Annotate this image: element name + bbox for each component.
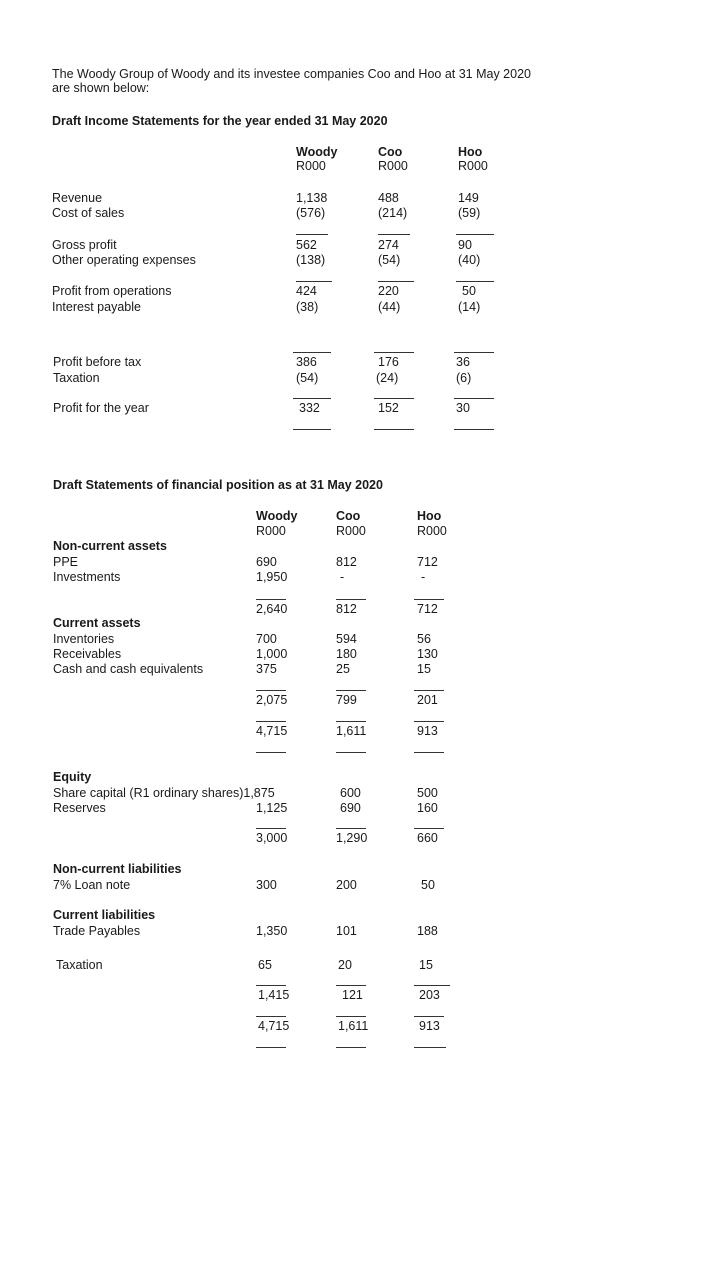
taxation-label: Taxation: [53, 371, 100, 385]
total-assets-woody: 4,715: [256, 724, 288, 738]
rule: [336, 599, 366, 600]
rule: [374, 352, 414, 353]
income-title: Draft Income Statements for the year ended 31 May 2020: [52, 114, 388, 128]
ppe-coo: 812: [336, 555, 357, 569]
interest-hoo: (14): [458, 300, 481, 314]
gross-profit-hoo: 90: [458, 238, 472, 252]
rule: [454, 429, 494, 430]
cost-of-sales-label: Cost of sales: [52, 206, 125, 220]
receivables-hoo: 130: [417, 647, 438, 661]
profit-ops-label: Profit from operations: [52, 284, 172, 298]
ncl-heading: Non-current liabilities: [53, 862, 182, 876]
revenue-hoo: 149: [458, 191, 479, 205]
cash-label: Cash and cash equivalents: [53, 662, 204, 676]
equity-total-coo: 1,290: [336, 831, 368, 845]
cost-of-sales-coo: (214): [378, 206, 408, 220]
rule: [336, 752, 366, 753]
gross-profit-coo: 274: [378, 238, 399, 252]
pbt-hoo: 36: [456, 355, 470, 369]
payables-hoo: 188: [417, 924, 438, 938]
payables-woody: 1,350: [256, 924, 288, 938]
sofp-header-woody: Woody: [256, 509, 298, 523]
rule: [414, 752, 444, 753]
interest-woody: (38): [296, 300, 319, 314]
ca-total-hoo: 201: [417, 693, 438, 707]
investments-woody: 1,950: [256, 570, 288, 584]
rule: [293, 429, 331, 430]
rule: [378, 281, 414, 282]
payables-coo: 101: [336, 924, 357, 938]
receivables-label: Receivables: [53, 647, 122, 661]
gross-profit-label: Gross profit: [52, 238, 117, 252]
equity-heading: Equity: [53, 770, 92, 784]
rule: [414, 1016, 444, 1017]
rule: [256, 752, 286, 753]
rule: [256, 985, 286, 986]
profit-ops-hoo: 50: [462, 284, 476, 298]
rule: [454, 398, 494, 399]
rule: [256, 828, 286, 829]
taxation-hoo: (6): [456, 371, 472, 385]
rule: [256, 1047, 286, 1048]
loan-woody: 300: [256, 878, 277, 892]
taxation-woody: (54): [296, 371, 319, 385]
ca-total-coo: 799: [336, 693, 357, 707]
share-capital-coo: 600: [340, 786, 361, 800]
rule: [456, 281, 494, 282]
pfy-label: Profit for the year: [53, 401, 149, 415]
total-el-coo: 1,611: [338, 1019, 369, 1033]
income-unit-coo: R000: [378, 159, 408, 173]
nca-total-coo: 812: [336, 602, 357, 616]
share-capital-hoo: 500: [417, 786, 438, 800]
pfy-hoo: 30: [456, 401, 470, 415]
equity-total-hoo: 660: [417, 831, 438, 845]
ca-total-woody: 2,075: [256, 693, 288, 707]
rule: [414, 985, 450, 986]
pfy-woody: 332: [299, 401, 320, 415]
income-header-hoo: Hoo: [458, 145, 483, 159]
intro-line-2: are shown below:: [52, 81, 150, 95]
investments-hoo: -: [421, 570, 426, 584]
rule: [374, 429, 414, 430]
cost-of-sales-woody: (576): [296, 206, 326, 220]
nca-total-hoo: 712: [417, 602, 438, 616]
rule: [293, 398, 331, 399]
sofp-taxation-label: Taxation: [56, 958, 103, 972]
cl-heading: Current liabilities: [53, 908, 156, 922]
cost-of-sales-hoo: (59): [458, 206, 481, 220]
cash-hoo: 15: [417, 662, 431, 676]
ppe-hoo: 712: [417, 555, 438, 569]
profit-ops-coo: 220: [378, 284, 399, 298]
sofp-title: Draft Statements of financial position as at 31 May 2020: [53, 478, 383, 492]
rule: [414, 1047, 446, 1048]
rule: [454, 352, 494, 353]
equity-total-woody: 3,000: [256, 831, 288, 845]
revenue-label: Revenue: [52, 191, 103, 205]
receivables-woody: 1,000: [256, 647, 288, 661]
total-el-woody: 4,715: [258, 1019, 290, 1033]
reserves-label: Reserves: [53, 801, 106, 815]
rule: [414, 599, 444, 600]
intro-line-1: The Woody Group of Woody and its investee companies Coo and Hoo at 31 May 2020: [52, 67, 531, 81]
rule: [374, 398, 414, 399]
cl-total-woody: 1,415: [258, 988, 290, 1002]
ca-heading: Current assets: [53, 616, 141, 630]
income-unit-woody: R000: [296, 159, 326, 173]
rule: [414, 828, 444, 829]
loan-coo: 200: [336, 878, 357, 892]
rule: [336, 1047, 366, 1048]
pbt-label: Profit before tax: [53, 355, 142, 369]
other-opex-label: Other operating expenses: [52, 253, 196, 267]
ppe-woody: 690: [256, 555, 277, 569]
nca-total-woody: 2,640: [256, 602, 288, 616]
sofp-header-hoo: Hoo: [417, 509, 442, 523]
reserves-hoo: 160: [417, 801, 438, 815]
loan-label: 7% Loan note: [53, 878, 131, 892]
rule: [414, 690, 444, 691]
payables-label: Trade Payables: [53, 924, 141, 938]
sofp-taxation-coo: 20: [338, 958, 352, 972]
rule: [336, 1016, 366, 1017]
total-el-hoo: 913: [419, 1019, 440, 1033]
investments-label: Investments: [53, 570, 121, 584]
profit-ops-woody: 424: [296, 284, 317, 298]
rule: [296, 234, 328, 235]
rule: [378, 234, 410, 235]
sofp-taxation-woody: 65: [258, 958, 272, 972]
inventories-label: Inventories: [53, 632, 115, 646]
cash-coo: 25: [336, 662, 350, 676]
nca-heading: Non-current assets: [53, 539, 167, 553]
rule: [414, 721, 444, 722]
revenue-woody: 1,138: [296, 191, 328, 205]
sofp-unit-woody: R000: [256, 524, 286, 538]
receivables-coo: 180: [336, 647, 357, 661]
rule: [256, 690, 286, 691]
pfy-coo: 152: [378, 401, 399, 415]
reserves-woody: 1,125: [256, 801, 288, 815]
rule: [456, 234, 494, 235]
investments-coo: -: [340, 570, 345, 584]
total-assets-hoo: 913: [417, 724, 438, 738]
ppe-label: PPE: [53, 555, 79, 569]
inventories-woody: 700: [256, 632, 277, 646]
income-header-woody: Woody: [296, 145, 338, 159]
rule: [336, 985, 366, 986]
interest-label: Interest payable: [52, 300, 141, 314]
pbt-coo: 176: [378, 355, 399, 369]
share-capital-label: Share capital (R1 ordinary shares)1,875: [53, 786, 275, 800]
interest-coo: (44): [378, 300, 401, 314]
revenue-coo: 488: [378, 191, 399, 205]
rule: [336, 721, 366, 722]
total-assets-coo: 1,611: [336, 724, 367, 738]
inventories-hoo: 56: [417, 632, 431, 646]
cl-total-coo: 121: [342, 988, 363, 1002]
rule: [256, 599, 286, 600]
rule: [296, 281, 332, 282]
rule: [256, 721, 286, 722]
sofp-header-coo: Coo: [336, 509, 361, 523]
sofp-unit-hoo: R000: [417, 524, 447, 538]
sofp-unit-coo: R000: [336, 524, 366, 538]
rule: [336, 690, 366, 691]
income-unit-hoo: R000: [458, 159, 488, 173]
gross-profit-woody: 562: [296, 238, 317, 252]
rule: [293, 352, 331, 353]
pbt-woody: 386: [296, 355, 317, 369]
inventories-coo: 594: [336, 632, 357, 646]
other-opex-woody: (138): [296, 253, 326, 267]
reserves-coo: 690: [340, 801, 361, 815]
rule: [256, 1016, 286, 1017]
cl-total-hoo: 203: [419, 988, 440, 1002]
rule: [336, 828, 366, 829]
cash-woody: 375: [256, 662, 277, 676]
income-header-coo: Coo: [378, 145, 403, 159]
other-opex-coo: (54): [378, 253, 401, 267]
other-opex-hoo: (40): [458, 253, 481, 267]
loan-hoo: 50: [421, 878, 435, 892]
sofp-taxation-hoo: 15: [419, 958, 433, 972]
taxation-coo: (24): [376, 371, 399, 385]
